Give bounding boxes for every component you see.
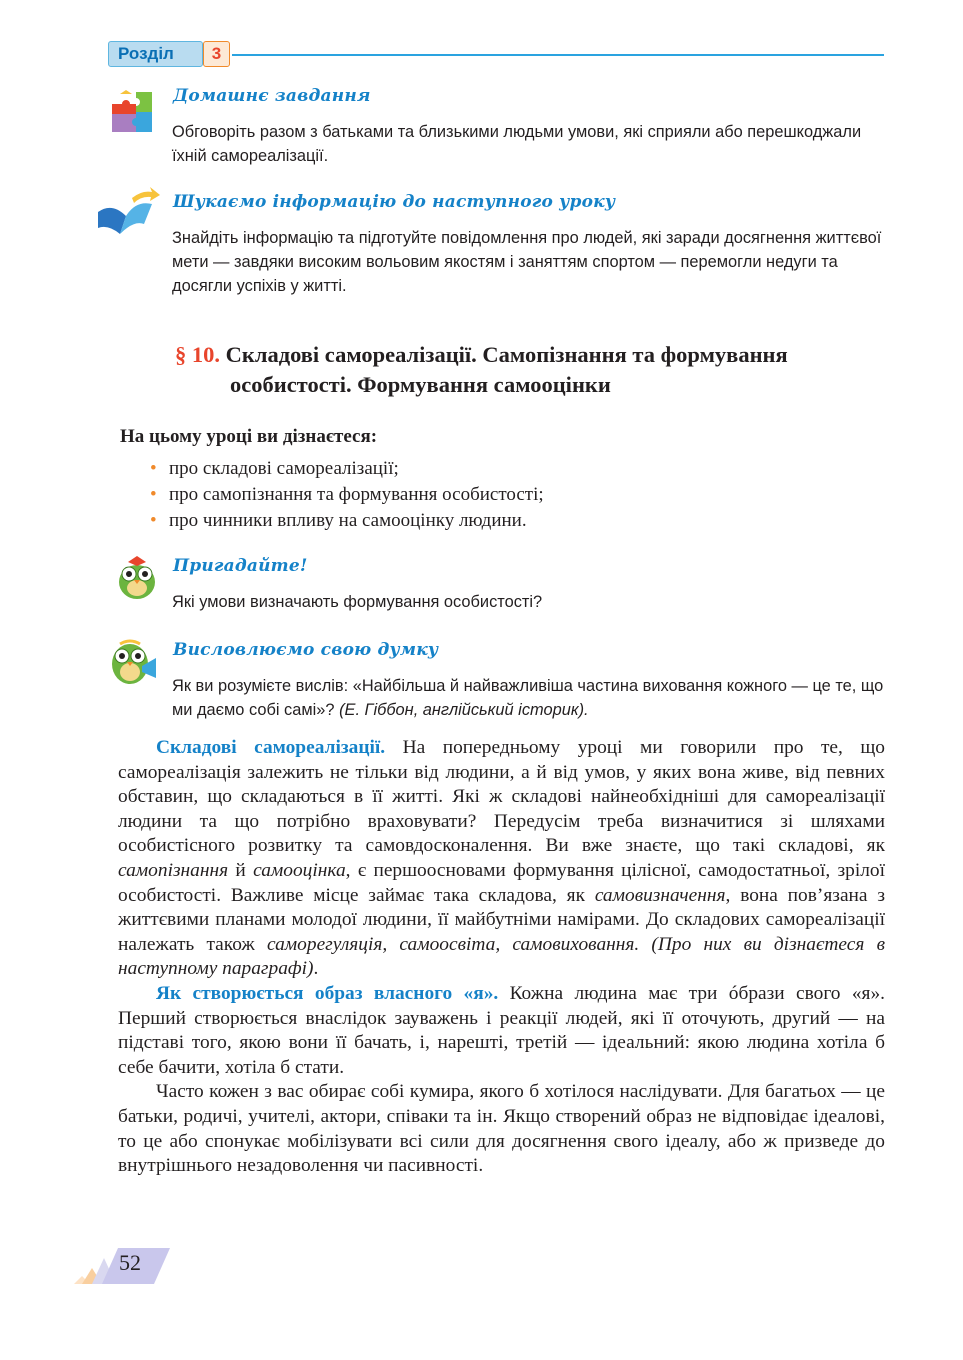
paragraph-text: Кожна людина має три óбрази свого «я». Перший створюється внаслідок зауважень і реакції людей, які її оточують, другий — на підставі того, якою вони її бачать, і, нарешті, третій — ідеальний: якою людина хотіла б себе бачити, хотіла б стати.: [118, 982, 886, 1078]
list-item: • про чинники впливу на самооцінку людини.: [150, 508, 544, 534]
term: самовизначення: [594, 884, 726, 906]
quote-text: Як ви розумієте вислів: «Найбільша й найважливіша частина виховання кожного — це те, що ми даємо собі самі»?: [172, 677, 884, 719]
remember-text: Які умови визначають формування особистості?: [172, 593, 543, 611]
term: самооцінка: [253, 859, 346, 881]
paragraph-text: , вона пов’язана з життєвими планами молодої людини, її майбутніми намірами. До складових самореалізації належать також: [118, 884, 885, 955]
list-item: • про складові самореалізації;: [150, 456, 544, 482]
quote-source: (Е. Гіббон, англійський історик).: [339, 701, 589, 719]
section-title-line2: особистості. Формування самооцінки: [230, 372, 611, 397]
learn-heading: На цьому уроці ви дізнаєтеся:: [120, 426, 378, 447]
owl-megaphone-icon: [108, 636, 162, 688]
paragraph-text: .: [313, 958, 319, 980]
homework-heading: Домашнє завдання: [173, 86, 371, 106]
paragraph-text: , є першоосновами формування цілісної, самодостатньої, зрілої особистості. Важливе місце займає така складова, як: [118, 859, 885, 906]
search-info-text: Знайдіть інформацію та підготуйте повідомлення про людей, які заради досягнення життєвої мети — завдяки високим вольовим якостям і заняттям спортом — перемогли недуги та досягли успіхів у житті.: [172, 229, 882, 295]
paragraph-lead: Як створюється образ власного «я».: [156, 982, 499, 1004]
section-number: 3: [203, 41, 230, 67]
paragraph: [118, 736, 885, 982]
paragraph-lead: Складові самореалізації.: [156, 737, 386, 758]
section-number-mark: § 10.: [175, 342, 220, 367]
search-info-heading: Шукаємо інформацію до наступного уроку: [173, 192, 616, 212]
open-book-arrow-icon: [96, 186, 162, 238]
main-text: [118, 736, 885, 1179]
header-rule: [232, 54, 884, 56]
term: саморегуляція, самоосвіта, самовиховання. (Про них ви дізнаєтеся в наступному параграфі): [118, 933, 885, 980]
paragraph: Часто кожен з вас обирає собі кумира, якого б хотілося наслідувати. Для багатьох — це батьки, родичі, учителі, актори, співаки та ін. Якщо створений образ не відповідає ідеалові, то це або спонукає мобілізувати всі сили для досягнення свого ідеалу, або ж призведе до внутрішнього незадоволення чи пасивності.: [118, 1081, 885, 1177]
section-title: [175, 340, 875, 400]
section-title-line1: Складові самореалізації. Самопізнання та формування: [225, 342, 788, 367]
learn-list: [150, 456, 544, 534]
paragraph-text: На попередньому уроці ми говорили про те, що самореалізація залежить не тільки від людини, а й від умов, у яких вона живе, від певних обставин, що складаються в її житті. Які ж складові найнеобхідніші для самореалізації людини та що потрібно враховувати? Передусім треба визначитися зі шляхами особистісного розвитку та самовдосконалення. Ви вже знаєте, що такі складові, як: [118, 737, 886, 857]
paragraph-text: й: [228, 859, 254, 881]
homework-text: Обговоріть разом з батьками та близькими людьми умови, які сприяли або перешкоджали їхній самореалізації.: [172, 123, 862, 165]
term: самопізнання: [118, 859, 229, 881]
section-label: Розділ: [108, 41, 203, 67]
opinion-text: [172, 674, 886, 722]
paragraph: [118, 982, 885, 1080]
page-number: 52: [119, 1250, 141, 1275]
opinion-heading: Висловлюємо свою думку: [173, 640, 439, 660]
puzzle-icon: [108, 86, 158, 136]
list-item: • про самопізнання та формування особистості;: [150, 482, 544, 508]
remember-heading: Пригадайте!: [173, 556, 308, 576]
owl-icon: [116, 550, 158, 600]
